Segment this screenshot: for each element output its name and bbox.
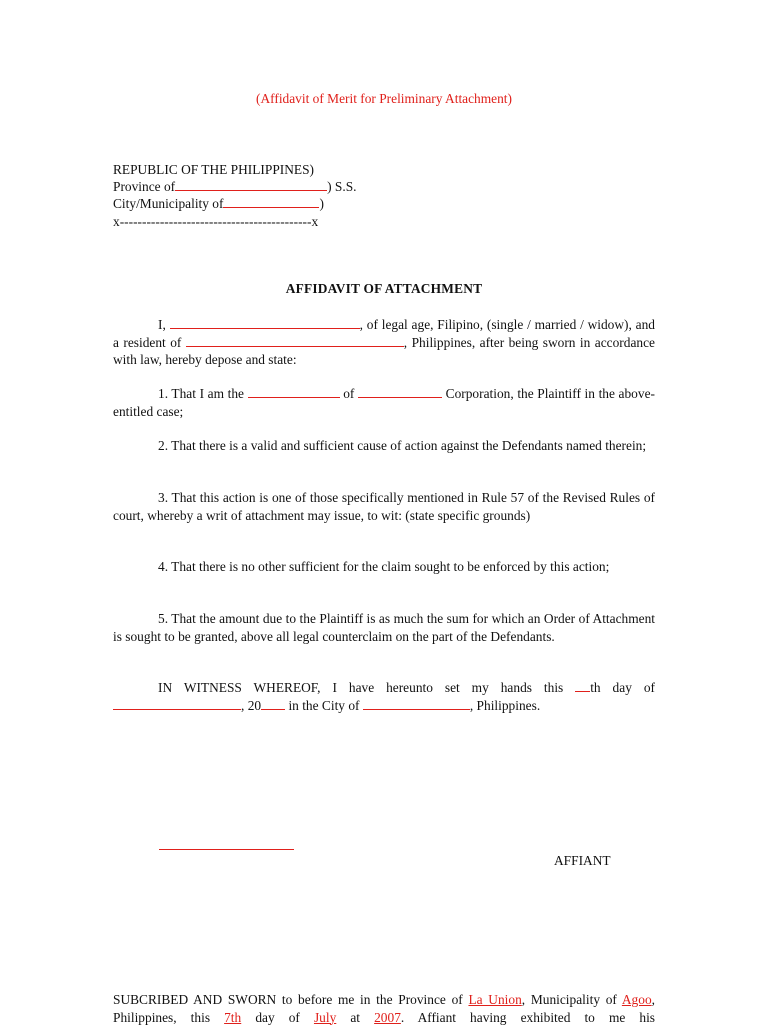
jurat-paragraph: [113, 991, 655, 1026]
item-4-paragraph: 4. That there is no other sufficient for the claim sought to be enforced by this action;: [158, 559, 610, 574]
item-2-paragraph: 2. That there is a valid and sufficient cause of action against the Defendants named therein;: [158, 438, 647, 453]
corporation-blank[interactable]: [358, 385, 442, 398]
caption-province-suffix: ) S.S.: [327, 179, 357, 195]
jurat-text-a: SUBCRIBED AND SWORN to before me in the Province of: [113, 992, 463, 1007]
item-3-paragraph: 3. That this action is one of those specifically mentioned in Rule 57 of the Revised Rules of court, whereby a writ of attachment may issue, to wit: (state specific grounds): [113, 490, 655, 523]
caption-republic: REPUBLIC OF THE PHILIPPINES): [113, 162, 315, 177]
jurat-text-f: . Affiant having exhibited to me his: [400, 1009, 655, 1025]
city-blank[interactable]: [223, 195, 319, 208]
witness-city-blank[interactable]: [363, 697, 470, 710]
witness-text-d: in the City of: [288, 697, 360, 713]
intro-paragraph: [113, 316, 655, 369]
item-1-text-c: Corporation, the Plaintiff in the above-entitled case;: [113, 386, 655, 419]
document-subtitle: (Affidavit of Merit for Preliminary Attachment): [256, 91, 512, 106]
year-blank[interactable]: [261, 697, 285, 710]
position-blank[interactable]: [248, 385, 340, 398]
jurat-month: July: [313, 1009, 337, 1025]
intro-text-1: I,: [158, 317, 166, 332]
caption-province-label: Province of: [113, 179, 176, 195]
jurat-text-b: , Municipality of: [521, 992, 617, 1007]
jurat-day: 7th: [224, 1009, 242, 1025]
jurat-municipality: Agoo: [621, 992, 652, 1007]
jurat-text-d: day of: [255, 1009, 300, 1025]
caption-city-label: City/Municipality of: [113, 196, 224, 212]
witness-text-a: IN WITNESS WHEREOF, I have hereunto set my hands this: [158, 680, 564, 695]
witness-paragraph: [113, 679, 655, 714]
affiant-name-blank[interactable]: [170, 316, 360, 329]
jurat-text-e: at: [350, 1009, 361, 1025]
jurat-year: 2007: [374, 1009, 401, 1025]
witness-text-b: th day of: [590, 680, 655, 695]
residence-blank[interactable]: [186, 334, 404, 347]
witness-text-e: , Philippines.: [469, 697, 541, 713]
signature-line[interactable]: [159, 849, 294, 850]
caption-rule: x-------------------------------------------x: [113, 213, 319, 229]
document-title: AFFIDAVIT OF ATTACHMENT: [285, 281, 483, 296]
affiant-label: AFFIANT: [554, 853, 611, 868]
province-blank[interactable]: [175, 178, 327, 191]
venue-caption: [113, 161, 357, 230]
day-blank[interactable]: [575, 679, 590, 692]
jurat-text-c: , Philippines, this: [113, 992, 656, 1025]
item-1-paragraph: [113, 385, 655, 420]
intro-text-2: , of legal age, Filipino, (single / married / widow), and a resident of: [113, 317, 655, 350]
intro-text-3: , Philippines, after being sworn in accordance with law, hereby depose and state:: [113, 334, 655, 368]
caption-city-line: [113, 195, 357, 212]
item-1-text-b: of: [343, 386, 355, 401]
caption-city-suffix: ): [319, 196, 324, 212]
month-blank[interactable]: [113, 697, 241, 710]
jurat-province: La Union: [468, 992, 522, 1007]
item-1-text-a: 1. That I am the: [158, 386, 244, 401]
item-5-paragraph: 5. That the amount due to the Plaintiff is as much the sum for which an Order of Attachment is sought to be granted, above all legal counterclaim on the part of the Defendants.: [113, 611, 655, 644]
caption-province-line: [113, 178, 357, 195]
witness-text-c: , 20: [241, 697, 262, 713]
